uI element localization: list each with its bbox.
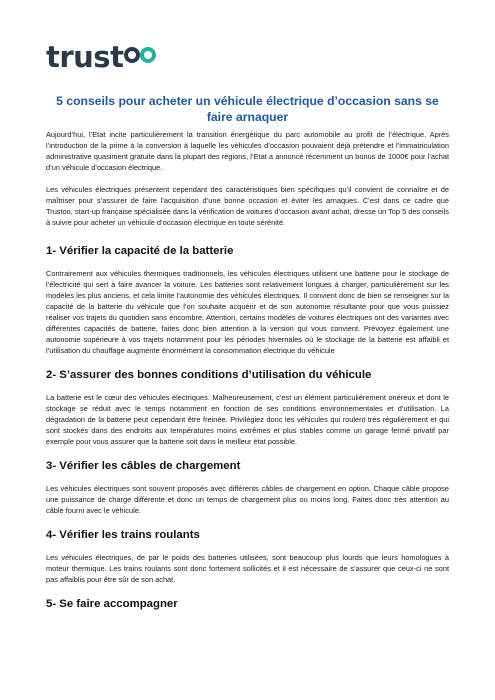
section-paragraph: Les véhicules électriques, de par le poids des batteries utilisées, sont beaucoup plus lourds que leurs homologues à moteur thermique. Les trains roulants sont donc fortement sollicités et il est nécessaire de s’assurer que ceux-ci ne sont pas affaiblis pour être sûr de son achat.: [46, 553, 449, 584]
section-heading: 3- Vérifier les câbles de chargement: [46, 460, 241, 472]
section-trains: [46, 528, 449, 585]
section-conditions: [46, 368, 449, 447]
section-accompany: [46, 597, 449, 611]
section-heading: 4- Vérifier les trains roulants: [46, 529, 200, 541]
intro-paragraph: Aujourd’hui, l’Etat incite particulièrement la transition énergétique du parc automobile au profit de l’électrique. Après l’introduction de la prime à la conversion à laquelle les véhicules d’occasion pouvaient déjà prétendre et l’immatriculation administrative quasiment gratuite dans la plupart des régions, l’Etat a annoncé récemment un bonus de 1000€ pour l’achat d’un véhicule d’occasion électrique.: [46, 130, 449, 172]
document-title: 5 conseils pour acheter un véhicule électrique d’occasion sans se faire arnaquer: [56, 94, 439, 124]
intro: [46, 129, 449, 228]
intro-paragraph: Les véhicules électriques présentent cependant des caractéristiques bien spécifiques qu’il convient de connaître et de maîtriser pour s’assurer de faire l’acquisition d’une bonne occasion et éviter les arnaques. C’est dans ce cadre que Trustoo, start-up française spécialisée dans la vérification de voitures d’occasion avant achat, dresse un Top 5 des conseils à suivre pour acheter un véhicule d’occasion électrique en toute sérénité.: [46, 185, 449, 227]
logo-double-o-icon: [124, 47, 158, 67]
logo-text: trust: [46, 40, 124, 74]
section-heading: 5- Se faire accompagner: [46, 598, 178, 610]
section-heading: 2- S’assurer des bonnes conditions d’utilisation du véhicule: [46, 369, 372, 381]
section-cables: [46, 459, 449, 516]
section-paragraph: Les véhicules électriques sont souvent proposés avec différents câbles de chargement en option. Chaque câble propose une puissance de charge différente et donc un temps de chargement plus ou moins long. Faites donc très attention au câble fourni avec le véhicule.: [46, 484, 449, 515]
section-battery: [46, 244, 449, 356]
section-paragraph: Contrairement aux véhicules thermiques traditionnels, les véhicules électriques utilisent une batterie pour le stockage de l’électricité qui sert à faire avancer la voiture. Les batteries sont relativement longues à charger, particulièrement sur les modèles les plus anciens, et cela limite l’autonomie des véhicules électriques. Il convient donc de bien se renseigner sur la capacité de la batterie du véhicule que l’on souhaite acquérir et de son autonomie résultante pour que vous puissiez réaliser vos trajets du quotidien sans encombre. Attention, certains modèles de voitures électriques ont des variantes avec différentes capacités de batterie, faites donc bien attention à la version qui vous convient. Prévoyez également une autonomie supérieure à vos trajets notamment pour les périodes hivernales où le stockage de la batterie est affaibli et l’utilisation du chauffage augmente énormément la consommation électrique du véhicule: [46, 269, 449, 355]
trustoo-logo: [46, 42, 158, 72]
document-body: [46, 129, 449, 621]
section-heading: 1- Vérifier la capacité de la batterie: [46, 245, 234, 257]
section-paragraph: La batterie est le cœur des véhicules électriques. Malheureusement, c’est un élément particulièrement onéreux et dont le stockage se réduit avec le temps notamment en fonction de ses conditions environnementales et d’utilisation. La dégradation de la batterie peut cependant être freinée. Privilégiez donc les véhicules qui roulent très régulièrement et qui sont stockés dans des endroits aux températures moins extrêmes et plus stables comme un garage fermé privatif par exemple pour vous assurer que la batterie soit dans le meilleur état possible.: [46, 393, 449, 446]
